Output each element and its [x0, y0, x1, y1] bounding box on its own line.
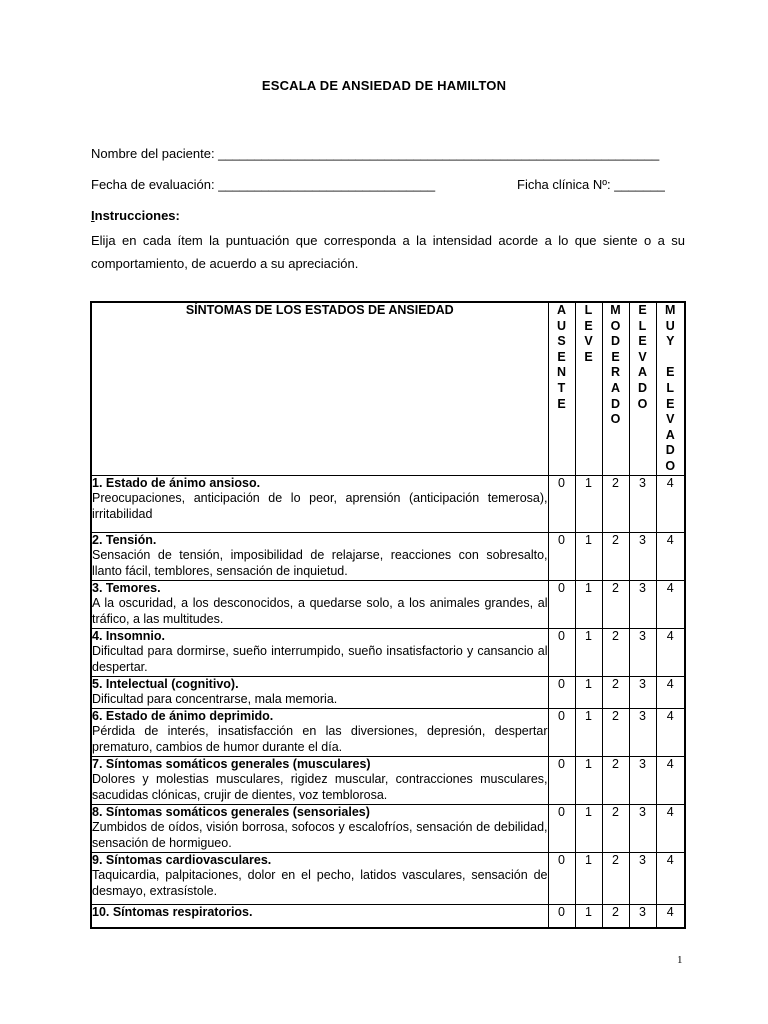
- severity-header-letter: U: [665, 318, 675, 333]
- symptom-description: Dificultad para dormirse, sueño interrumpido, sueño insatisfactorio y cansancio al despertar.: [92, 644, 548, 674]
- severity-header-letter: D: [610, 334, 621, 349]
- severity-header-letter: E: [666, 365, 675, 380]
- score-option-0[interactable]: 0: [548, 756, 575, 804]
- severity-header-muy-elevado: [656, 302, 685, 475]
- symptoms-column-header: SÍNTOMAS DE LOS ESTADOS DE ANSIEDAD: [91, 302, 548, 475]
- severity-header-letter: T: [557, 380, 566, 395]
- severity-header-ausente: [548, 302, 575, 475]
- severity-header-letter: D: [637, 380, 648, 395]
- score-option-3[interactable]: 3: [629, 904, 656, 928]
- score-option-0[interactable]: 0: [548, 708, 575, 756]
- severity-header-letter: M: [665, 303, 676, 317]
- score-option-3[interactable]: 3: [629, 852, 656, 904]
- score-option-2[interactable]: 2: [602, 708, 629, 756]
- severity-header-letter: E: [557, 349, 566, 364]
- severity-header-letter: E: [584, 349, 593, 364]
- score-option-1[interactable]: 1: [575, 676, 602, 708]
- severity-header-letter: N: [556, 365, 567, 380]
- symptom-cell: [91, 904, 548, 928]
- table-row: [91, 628, 685, 676]
- score-option-2[interactable]: 2: [602, 580, 629, 628]
- score-option-0[interactable]: 0: [548, 628, 575, 676]
- symptom-cell: [91, 804, 548, 852]
- symptom-name: 10. Síntomas respiratorios.: [92, 904, 253, 919]
- symptom-description: Preocupaciones, anticipación de lo peor, aprensión (anticipación temerosa), irritabilidad: [92, 491, 548, 521]
- score-option-4[interactable]: 4: [656, 708, 685, 756]
- severity-header-moderado: [602, 302, 629, 475]
- severity-header-letter: U: [556, 318, 567, 333]
- severity-header-letter: S: [557, 334, 566, 349]
- instructions-line-2: comportamiento, de acuerdo a su apreciación.: [91, 256, 359, 271]
- symptom-description: Taquicardia, palpitaciones, dolor en el pecho, latidos vasculares, sensación de desmayo, extrasístole.: [92, 868, 548, 898]
- severity-header-letter: A: [665, 427, 675, 442]
- severity-header-letter: O: [665, 458, 676, 473]
- severity-header-letter: E: [666, 396, 675, 411]
- severity-header-letter: L: [584, 303, 593, 317]
- score-option-3[interactable]: 3: [629, 628, 656, 676]
- symptom-description: Sensación de tensión, imposibilidad de relajarse, reacciones con sobresalto, llanto fácil, temblores, sensación de inquietud.: [92, 548, 548, 578]
- table-row: [91, 756, 685, 804]
- symptom-cell: [91, 708, 548, 756]
- table-row: [91, 804, 685, 852]
- symptom-description: Dificultad para concentrarse, mala memoria.: [92, 692, 338, 707]
- table-row: [91, 708, 685, 756]
- score-option-2[interactable]: 2: [602, 628, 629, 676]
- severity-header-letter: D: [665, 443, 675, 458]
- severity-header-letter: A: [637, 365, 648, 380]
- table-row: [91, 904, 685, 928]
- score-option-2[interactable]: 2: [602, 756, 629, 804]
- symptom-name: 5. Intelectual (cognitivo).: [92, 676, 239, 691]
- severity-header-elevado: [629, 302, 656, 475]
- instructions-line-1: Elija en cada ítem la puntuación que corresponda a la intensidad acorde a lo que siente o a su: [91, 233, 685, 248]
- score-option-4[interactable]: 4: [656, 756, 685, 804]
- severity-header-letter: A: [556, 303, 567, 317]
- clinical-record-field: Ficha clínica Nº: _______: [517, 177, 665, 192]
- severity-header-letter: R: [610, 365, 621, 380]
- symptom-name: 6. Estado de ánimo deprimido.: [92, 708, 274, 723]
- evaluation-date-field: Fecha de evaluación: ______________________________: [91, 177, 436, 192]
- severity-header-letter: V: [638, 349, 647, 364]
- score-option-3[interactable]: 3: [629, 708, 656, 756]
- score-option-2[interactable]: 2: [602, 532, 629, 580]
- score-option-3[interactable]: 3: [629, 580, 656, 628]
- severity-header-letter: M: [610, 303, 621, 317]
- severity-header-letter: E: [557, 396, 566, 411]
- severity-header-letter: A: [610, 380, 621, 395]
- table-row: [91, 852, 685, 904]
- score-option-0[interactable]: 0: [548, 475, 575, 532]
- severity-header-letter: E: [638, 303, 647, 317]
- symptom-name: 4. Insomnio.: [92, 628, 165, 643]
- symptom-description: Pérdida de interés, insatisfacción en las diversiones, depresión, despertar prematuro, cambios de humor durante el día.: [92, 724, 548, 754]
- patient-name-field: Nombre del paciente: _____________________________________________________________: [91, 146, 660, 161]
- table-row: [91, 676, 685, 708]
- symptom-name: 8. Síntomas somáticos generales (sensoriales): [92, 804, 370, 819]
- severity-header-letter: E: [584, 318, 593, 333]
- severity-header-letter: V: [666, 412, 675, 427]
- score-option-0[interactable]: 0: [548, 904, 575, 928]
- severity-header-letter: D: [610, 396, 621, 411]
- score-option-4[interactable]: 4: [656, 475, 685, 532]
- page-number: 1: [677, 954, 683, 966]
- score-option-3[interactable]: 3: [629, 804, 656, 852]
- score-option-1[interactable]: 1: [575, 852, 602, 904]
- score-option-2[interactable]: 2: [602, 852, 629, 904]
- score-option-2[interactable]: 2: [602, 676, 629, 708]
- score-option-0[interactable]: 0: [548, 580, 575, 628]
- symptom-cell: [91, 580, 548, 628]
- score-option-2[interactable]: 2: [602, 475, 629, 532]
- severity-header-letter: O: [610, 318, 621, 333]
- severity-header-letter: O: [610, 412, 621, 427]
- symptom-name: 9. Síntomas cardiovasculares.: [92, 852, 272, 867]
- score-option-3[interactable]: 3: [629, 475, 656, 532]
- score-option-1[interactable]: 1: [575, 756, 602, 804]
- symptom-name: 3. Temores.: [92, 580, 161, 595]
- score-option-2[interactable]: 2: [602, 904, 629, 928]
- score-option-4[interactable]: 4: [656, 532, 685, 580]
- score-option-1[interactable]: 1: [575, 532, 602, 580]
- severity-header-letter: L: [666, 380, 675, 395]
- score-option-1[interactable]: 1: [575, 475, 602, 532]
- symptom-cell: [91, 756, 548, 804]
- score-option-1[interactable]: 1: [575, 708, 602, 756]
- symptom-description: A la oscuridad, a los desconocidos, a quedarse solo, a los animales grandes, al tráfico, a las multitudes.: [92, 596, 548, 626]
- score-option-4[interactable]: 4: [656, 628, 685, 676]
- table-row: [91, 580, 685, 628]
- score-option-4[interactable]: 4: [656, 904, 685, 928]
- severity-header-leve: [575, 302, 602, 475]
- instructions-heading-initial: I: [91, 208, 95, 223]
- severity-header-letter: L: [638, 318, 647, 333]
- severity-header-letter: O: [637, 396, 648, 411]
- symptom-cell: [91, 532, 548, 580]
- score-option-1[interactable]: 1: [575, 628, 602, 676]
- table-header-row: [91, 302, 685, 475]
- severity-header-letter: [657, 350, 685, 366]
- symptom-cell: [91, 475, 548, 532]
- table-row: [91, 475, 685, 532]
- score-option-0[interactable]: 0: [548, 532, 575, 580]
- symptom-cell: [91, 628, 548, 676]
- symptom-cell: [91, 676, 548, 708]
- score-option-4[interactable]: 4: [656, 852, 685, 904]
- score-option-4[interactable]: 4: [656, 804, 685, 852]
- symptom-name: 7. Síntomas somáticos generales (musculares): [92, 756, 371, 771]
- score-option-1[interactable]: 1: [575, 580, 602, 628]
- severity-header-letter: E: [638, 334, 647, 349]
- table-row: [91, 532, 685, 580]
- document-title: ESCALA DE ANSIEDAD DE HAMILTON: [261, 78, 507, 93]
- instructions-heading: [91, 208, 180, 223]
- score-option-4[interactable]: 4: [656, 676, 685, 708]
- score-option-1[interactable]: 1: [575, 804, 602, 852]
- score-option-3[interactable]: 3: [629, 756, 656, 804]
- symptom-description: Dolores y molestias musculares, rigidez muscular, contracciones musculares, sacudidas clónicas, crujir de dientes, voz temblorosa.: [92, 772, 548, 802]
- symptom-name: 1. Estado de ánimo ansioso.: [92, 475, 261, 490]
- score-option-4[interactable]: 4: [656, 580, 685, 628]
- severity-header-letter: E: [611, 349, 620, 364]
- score-option-3[interactable]: 3: [629, 532, 656, 580]
- severity-header-letter: Y: [666, 334, 675, 349]
- severity-header-letter: V: [584, 334, 593, 349]
- symptom-cell: [91, 852, 548, 904]
- score-option-0[interactable]: 0: [548, 804, 575, 852]
- symptom-name: 2. Tensión.: [92, 532, 157, 547]
- score-option-2[interactable]: 2: [602, 804, 629, 852]
- symptom-description: Zumbidos de oídos, visión borrosa, sofocos y escalofríos, sensación de debilidad, sensación de hormigueo.: [92, 820, 548, 850]
- anxiety-scale-table: [90, 301, 686, 929]
- score-option-1[interactable]: 1: [575, 904, 602, 928]
- score-option-0[interactable]: 0: [548, 676, 575, 708]
- score-option-0[interactable]: 0: [548, 852, 575, 904]
- instructions-heading-rest: nstrucciones:: [94, 208, 180, 223]
- instructions-text: [91, 229, 685, 275]
- score-option-3[interactable]: 3: [629, 676, 656, 708]
